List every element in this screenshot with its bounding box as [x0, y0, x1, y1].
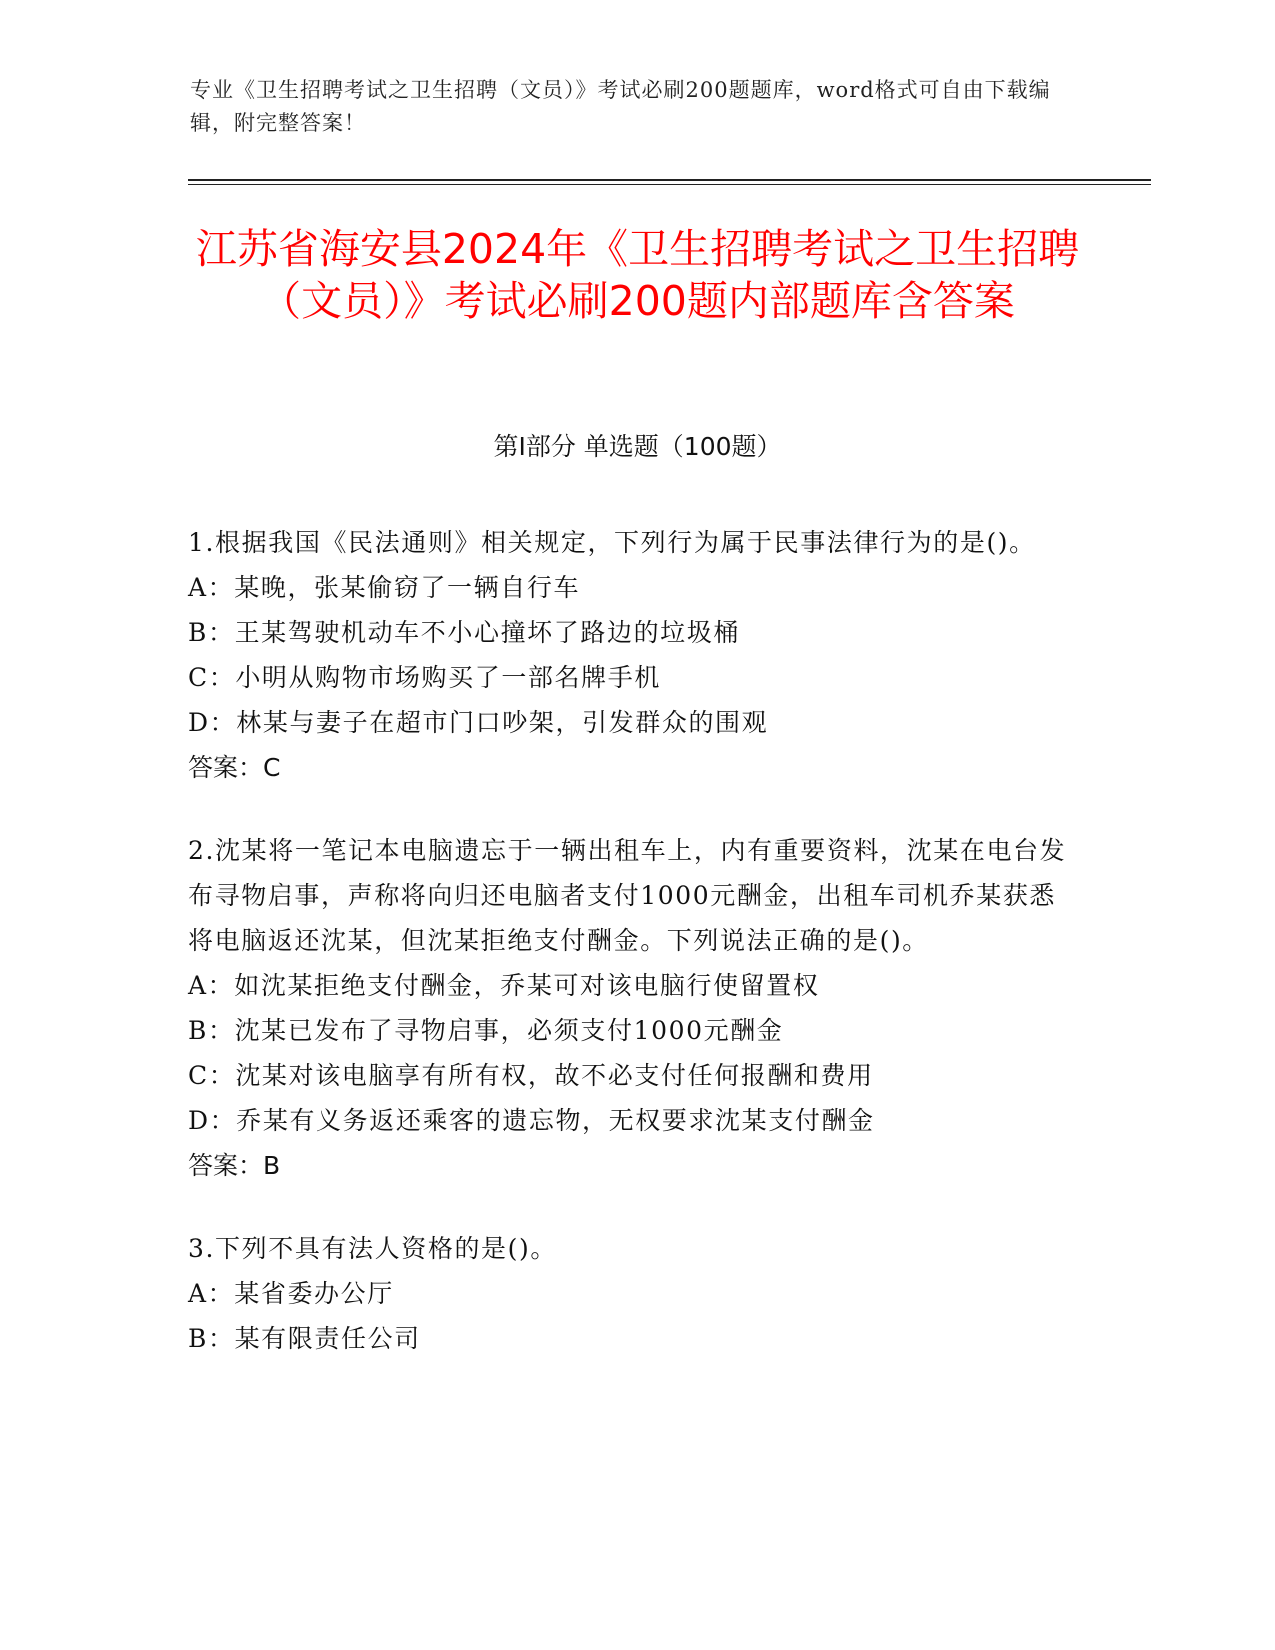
answer: 答案：B	[188, 1151, 281, 1180]
option-a: A：如沈某拒绝支付酬金，乔某可对该电脑行使留置权	[188, 971, 820, 1000]
question-list	[188, 520, 1078, 1399]
question-2	[188, 828, 1078, 1188]
option-b: B：王某驾驶机动车不小心撞坏了路边的垃圾桶	[188, 618, 740, 647]
header-divider	[188, 179, 1151, 181]
section-title: 第I部分 单选题（100题）	[493, 432, 782, 461]
option-a: A：某晚，张某偷窃了一辆自行车	[188, 573, 581, 602]
document-title: 江苏省海安县2024年《卫生招聘考试之卫生招聘（文员）》考试必刷200题内部题库含答案	[195, 225, 1080, 325]
header-note: 专业《卫生招聘考试之卫生招聘（文员）》考试必刷200题题库，word格式可自由下载编辑，附完整答案！	[190, 78, 1051, 135]
answer: 答案：C	[188, 753, 281, 782]
header-divider-thin	[188, 184, 1151, 185]
option-c: C：沈某对该电脑享有所有权，故不必支付任何报酬和费用	[188, 1061, 874, 1090]
option-d: D：林某与妻子在超市门口吵架，引发群众的围观	[188, 708, 769, 737]
question-3	[188, 1226, 1078, 1361]
question-stem: 1.根据我国《民法通则》相关规定，下列行为属于民事法律行为的是()。	[188, 528, 1036, 557]
option-a: A：某省委办公厅	[188, 1279, 394, 1308]
option-b: B：某有限责任公司	[188, 1324, 421, 1353]
option-c: C：小明从购物市场购买了一部名牌手机	[188, 663, 661, 692]
question-stem: 2.沈某将一笔记本电脑遗忘于一辆出租车上，内有重要资料，沈某在电台发布寻物启事，声称将向归还电脑者支付1000元酬金，出租车司机乔某获悉将电脑返还沈某，但沈某拒绝支付酬金。下列说法正确的是()。	[188, 836, 1067, 955]
option-d: D：乔某有义务返还乘客的遗忘物，无权要求沈某支付酬金	[188, 1106, 875, 1135]
question-1	[188, 520, 1078, 790]
option-b: B：沈某已发布了寻物启事，必须支付1000元酬金	[188, 1016, 784, 1045]
question-stem: 3.下列不具有法人资格的是()。	[188, 1234, 557, 1263]
